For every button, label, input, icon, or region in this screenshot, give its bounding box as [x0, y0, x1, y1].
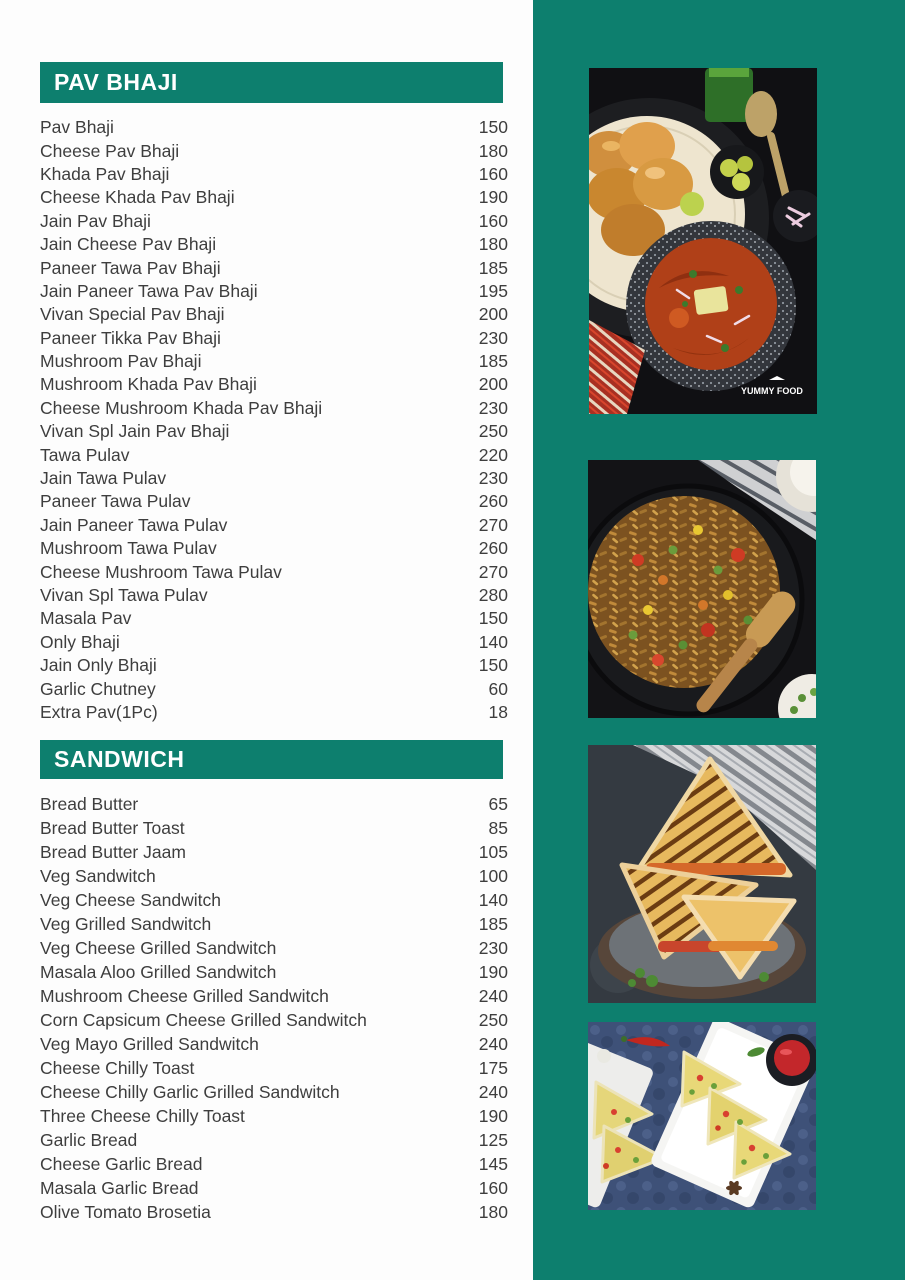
- menu-item-price: 125: [478, 1130, 508, 1151]
- menu-item-name: Bread Butter Toast: [40, 817, 185, 838]
- menu-item-name: Three Cheese Chilly Toast: [40, 1106, 245, 1127]
- menu-item-name: Paneer Tawa Pulav: [40, 491, 191, 512]
- menu-item-name: Vivan Spl Jain Pav Bhaji: [40, 421, 230, 442]
- menu-item-price: 160: [478, 163, 508, 184]
- menu-item-name: Cheese Chilly Garlic Grilled Sandwitch: [40, 1082, 340, 1103]
- menu-item-name: Olive Tomato Brosetia: [40, 1202, 211, 1223]
- menu-item-name: Veg Cheese Sandwitch: [40, 889, 221, 910]
- menu-item-price: 240: [478, 985, 508, 1006]
- menu-item-price: 160: [478, 1178, 508, 1199]
- menu-item-name: Jain Tawa Pulav: [40, 468, 167, 489]
- section-header-sandwich: SANDWICH: [40, 740, 503, 779]
- menu-item-price: 185: [478, 913, 508, 934]
- menu-item-price: 180: [478, 234, 508, 255]
- menu-item-row: [40, 1129, 508, 1153]
- menu-item-name: Vivan Special Pav Bhaji: [40, 304, 225, 325]
- menu-item-price: 160: [478, 210, 508, 231]
- menu-item-price: 18: [488, 701, 508, 722]
- menu-item-name: Veg Cheese Grilled Sandwitch: [40, 937, 277, 958]
- menu-item-price: 230: [478, 397, 508, 418]
- menu-item-price: 250: [478, 421, 508, 442]
- menu-item-name: Jain Pav Bhaji: [40, 210, 151, 231]
- menu-item-row: [40, 420, 508, 443]
- menu-item-row: [40, 256, 508, 279]
- menu-item-name: Tawa Pulav: [40, 444, 130, 465]
- menu-item-name: Masala Aloo Grilled Sandwitch: [40, 961, 277, 982]
- menu-item-row: [40, 840, 508, 864]
- menu-item-row: [40, 1105, 508, 1129]
- menu-item-name: Extra Pav(1Pc): [40, 701, 158, 722]
- menu-item-price: 105: [478, 841, 508, 862]
- menu-item-row: [40, 677, 508, 700]
- menu-item-row: [40, 1201, 508, 1225]
- menu-item-name: Jain Paneer Tawa Pav Bhaji: [40, 280, 258, 301]
- menu-item-name: Khada Pav Bhaji: [40, 163, 170, 184]
- menu-item-price: 195: [478, 280, 508, 301]
- menu-item-price: 60: [488, 678, 508, 699]
- chilli-cheese-toast-photo: [588, 1022, 816, 1210]
- menu-item-price: 260: [478, 491, 508, 512]
- photo-panel: [533, 0, 905, 1280]
- menu-item-row: [40, 1008, 508, 1032]
- menu-item-row: [40, 792, 508, 816]
- menu-item-row: [40, 373, 508, 396]
- menu-item-price: 200: [478, 304, 508, 325]
- menu-item-name: Garlic Bread: [40, 1130, 138, 1151]
- menu-item-price: 175: [478, 1058, 508, 1079]
- menu-item-price: 190: [478, 187, 508, 208]
- menu-item-name: Cheese Mushroom Tawa Pulav: [40, 561, 282, 582]
- menu-item-row: [40, 116, 508, 139]
- menu-item-row: [40, 936, 508, 960]
- menu-item-row: [40, 960, 508, 984]
- sandwich-item-list: [40, 792, 508, 1225]
- menu-item-row: [40, 350, 508, 373]
- pav-bhaji-item-list: [40, 116, 508, 724]
- menu-item-price: 150: [478, 117, 508, 138]
- menu-item-row: [40, 1153, 508, 1177]
- menu-item-price: 150: [478, 655, 508, 676]
- menu-item-row: [40, 912, 508, 936]
- menu-item-row: [40, 163, 508, 186]
- menu-item-name: Mushroom Tawa Pulav: [40, 538, 217, 559]
- menu-item-row: [40, 303, 508, 326]
- menu-item-row: [40, 1057, 508, 1081]
- menu-item-name: Cheese Mushroom Khada Pav Bhaji: [40, 397, 323, 418]
- menu-item-price: 200: [478, 374, 508, 395]
- grilled-sandwich-photo: [588, 745, 816, 1003]
- menu-item-price: 185: [478, 351, 508, 372]
- menu-item-price: 180: [478, 140, 508, 161]
- menu-item-row: [40, 397, 508, 420]
- menu-item-row: [40, 139, 508, 162]
- menu-item-row: [40, 701, 508, 724]
- menu-item-name: Paneer Tikka Pav Bhaji: [40, 327, 221, 348]
- menu-item-row: [40, 467, 508, 490]
- menu-item-name: Cheese Chilly Toast: [40, 1058, 195, 1079]
- menu-item-price: 260: [478, 538, 508, 559]
- menu-item-price: 240: [478, 1082, 508, 1103]
- menu-item-row: [40, 584, 508, 607]
- menu-item-name: Paneer Tawa Pav Bhaji: [40, 257, 221, 278]
- menu-item-name: Cheese Garlic Bread: [40, 1154, 203, 1175]
- menu-item-row: [40, 490, 508, 513]
- menu-item-price: 185: [478, 257, 508, 278]
- menu-item-name: Pav Bhaji: [40, 117, 114, 138]
- pav-bhaji-photo: [589, 68, 817, 414]
- menu-item-name: Bread Butter Jaam: [40, 841, 186, 862]
- menu-item-name: Only Bhaji: [40, 631, 120, 652]
- menu-item-price: 270: [478, 561, 508, 582]
- menu-item-price: 145: [478, 1154, 508, 1175]
- menu-item-name: Cheese Khada Pav Bhaji: [40, 187, 235, 208]
- menu-item-row: [40, 607, 508, 630]
- menu-item-price: 140: [478, 631, 508, 652]
- menu-item-row: [40, 210, 508, 233]
- menu-item-row: [40, 984, 508, 1008]
- menu-item-price: 230: [478, 327, 508, 348]
- menu-item-row: [40, 560, 508, 583]
- menu-item-name: Cheese Pav Bhaji: [40, 140, 180, 161]
- menu-item-price: 65: [488, 793, 508, 814]
- menu-item-row: [40, 631, 508, 654]
- menu-item-name: Jain Cheese Pav Bhaji: [40, 234, 217, 255]
- menu-item-name: Veg Grilled Sandwitch: [40, 913, 212, 934]
- menu-item-price: 220: [478, 444, 508, 465]
- menu-item-price: 140: [478, 889, 508, 910]
- menu-item-name: Mushroom Cheese Grilled Sandwitch: [40, 985, 329, 1006]
- menu-item-row: [40, 1081, 508, 1105]
- menu-item-name: Veg Mayo Grilled Sandwitch: [40, 1033, 259, 1054]
- menu-item-row: [40, 280, 508, 303]
- menu-item-row: [40, 1032, 508, 1056]
- menu-item-row: [40, 443, 508, 466]
- menu-item-price: 100: [478, 865, 508, 886]
- menu-item-name: Jain Paneer Tawa Pulav: [40, 514, 228, 535]
- menu-item-row: [40, 233, 508, 256]
- menu-item-price: 150: [478, 608, 508, 629]
- menu-item-price: 240: [478, 1033, 508, 1054]
- menu-item-row: [40, 888, 508, 912]
- menu-item-row: [40, 864, 508, 888]
- menu-item-name: Garlic Chutney: [40, 678, 156, 699]
- tawa-pulav-photo: [588, 460, 816, 718]
- menu-item-name: Veg Sandwitch: [40, 865, 156, 886]
- section-header-pav-bhaji: PAV BHAJI: [40, 62, 503, 103]
- menu-item-name: Mushroom Pav Bhaji: [40, 351, 202, 372]
- menu-item-price: 280: [478, 585, 508, 605]
- menu-item-row: [40, 1177, 508, 1201]
- menu-item-price: 270: [478, 514, 508, 535]
- menu-item-row: [40, 816, 508, 840]
- menu-item-price: 180: [478, 1202, 508, 1223]
- menu-item-price: 230: [478, 937, 508, 958]
- menu-item-row: [40, 654, 508, 677]
- photo-watermark: YUMMY FOOD: [741, 386, 803, 396]
- menu-item-name: Mushroom Khada Pav Bhaji: [40, 374, 257, 395]
- menu-item-price: 190: [478, 961, 508, 982]
- menu-item-price: 85: [488, 817, 508, 838]
- menu-item-name: Masala Garlic Bread: [40, 1178, 199, 1199]
- menu-item-price: 190: [478, 1106, 508, 1127]
- menu-item-name: Jain Only Bhaji: [40, 655, 157, 676]
- menu-item-price: 230: [478, 468, 508, 489]
- menu-item-row: [40, 186, 508, 209]
- menu-item-name: Masala Pav: [40, 608, 132, 629]
- menu-item-price: 250: [478, 1009, 508, 1030]
- menu-item-name: Vivan Spl Tawa Pulav: [40, 585, 208, 605]
- menu-item-name: Corn Capsicum Cheese Grilled Sandwitch: [40, 1009, 367, 1030]
- menu-item-name: Bread Butter: [40, 793, 139, 814]
- menu-item-row: [40, 537, 508, 560]
- menu-item-row: [40, 514, 508, 537]
- menu-item-row: [40, 327, 508, 350]
